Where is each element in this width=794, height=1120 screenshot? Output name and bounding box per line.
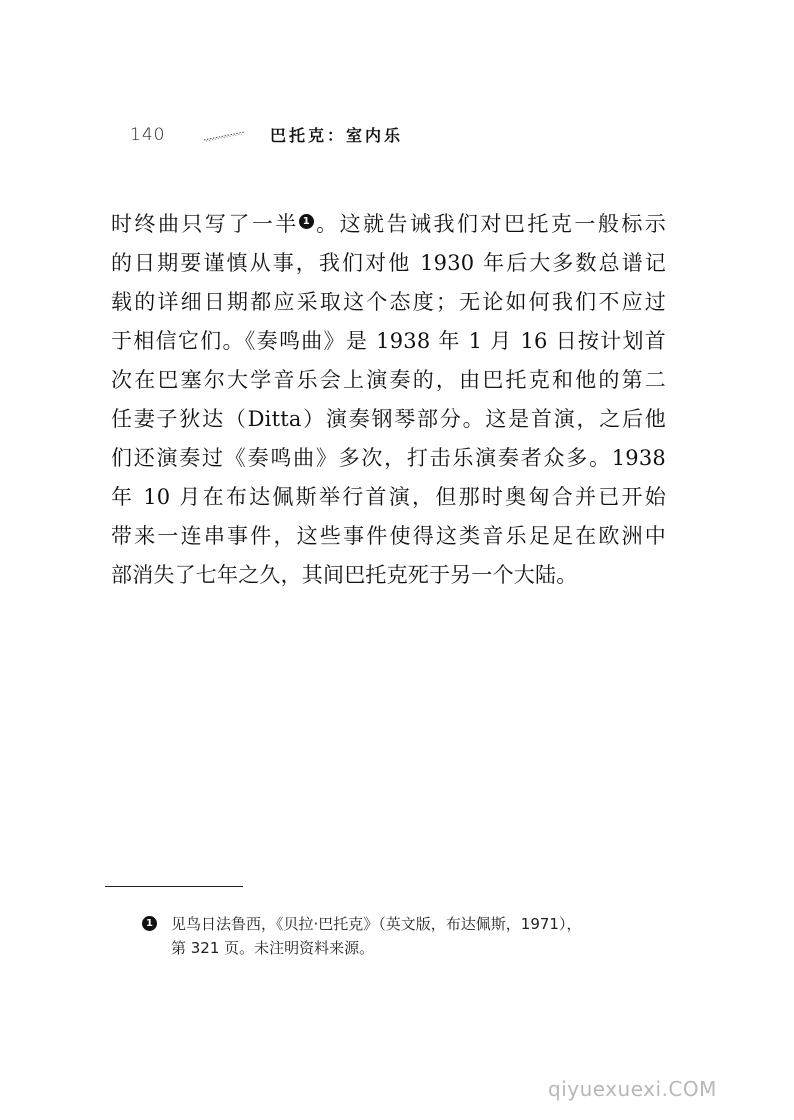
footnote-text <box>171 912 671 960</box>
footnote-line: 见鸟日法鲁西，《贝拉·巴托克》（英文版，布达佩斯，1971）， <box>171 915 582 933</box>
footnote-reference-marker[interactable]: 1 <box>299 214 314 229</box>
body-line-start: 时终曲只写了一半 <box>111 212 299 236</box>
footnote-marker: 1 <box>142 916 157 931</box>
body-text <box>111 205 666 595</box>
body-line: 次在巴塞尔大学音乐会上演奏的，由巴托克和他的第二 <box>111 368 666 392</box>
running-title: 巴托克：室内乐 <box>270 126 404 145</box>
site-watermark: qiyuexuexi.COM <box>548 1077 717 1101</box>
footnote-line: 第 321 页。未注明资料来源。 <box>171 939 375 957</box>
page-header <box>130 122 550 146</box>
footnote-divider <box>105 886 243 887</box>
body-line <box>111 205 666 244</box>
body-line: 带来一连串事件，这些事件使得这类音乐足足在欧洲中 <box>111 524 666 548</box>
body-line: 于相信它们。《奏鸣曲》是 1938 年 1 月 16 日按计划首 <box>111 329 666 353</box>
body-line: 部消失了七年之久，其间巴托克死于另一个大陆。 <box>111 563 578 587</box>
body-line: 载的详细日期都应采取这个态度；无论如何我们不应过 <box>111 290 666 314</box>
body-line: 的日期要谨慎从事，我们对他 1930 年后大多数总谱记 <box>111 251 666 275</box>
body-line: 任妻子狄达（Ditta）演奏钢琴部分。这是首演，之后他 <box>111 407 666 431</box>
body-line-end: 。这就告诫我们对巴托克一般标示 <box>313 212 666 236</box>
page-number: 140 <box>130 125 166 145</box>
header-ornament <box>202 130 246 142</box>
body-line: 们还演奏过《奏鸣曲》多次，打击乐演奏者众多。1938 <box>111 446 666 470</box>
body-line: 年 10 月在布达佩斯举行首演，但那时奥匈合并已开始 <box>111 485 666 509</box>
